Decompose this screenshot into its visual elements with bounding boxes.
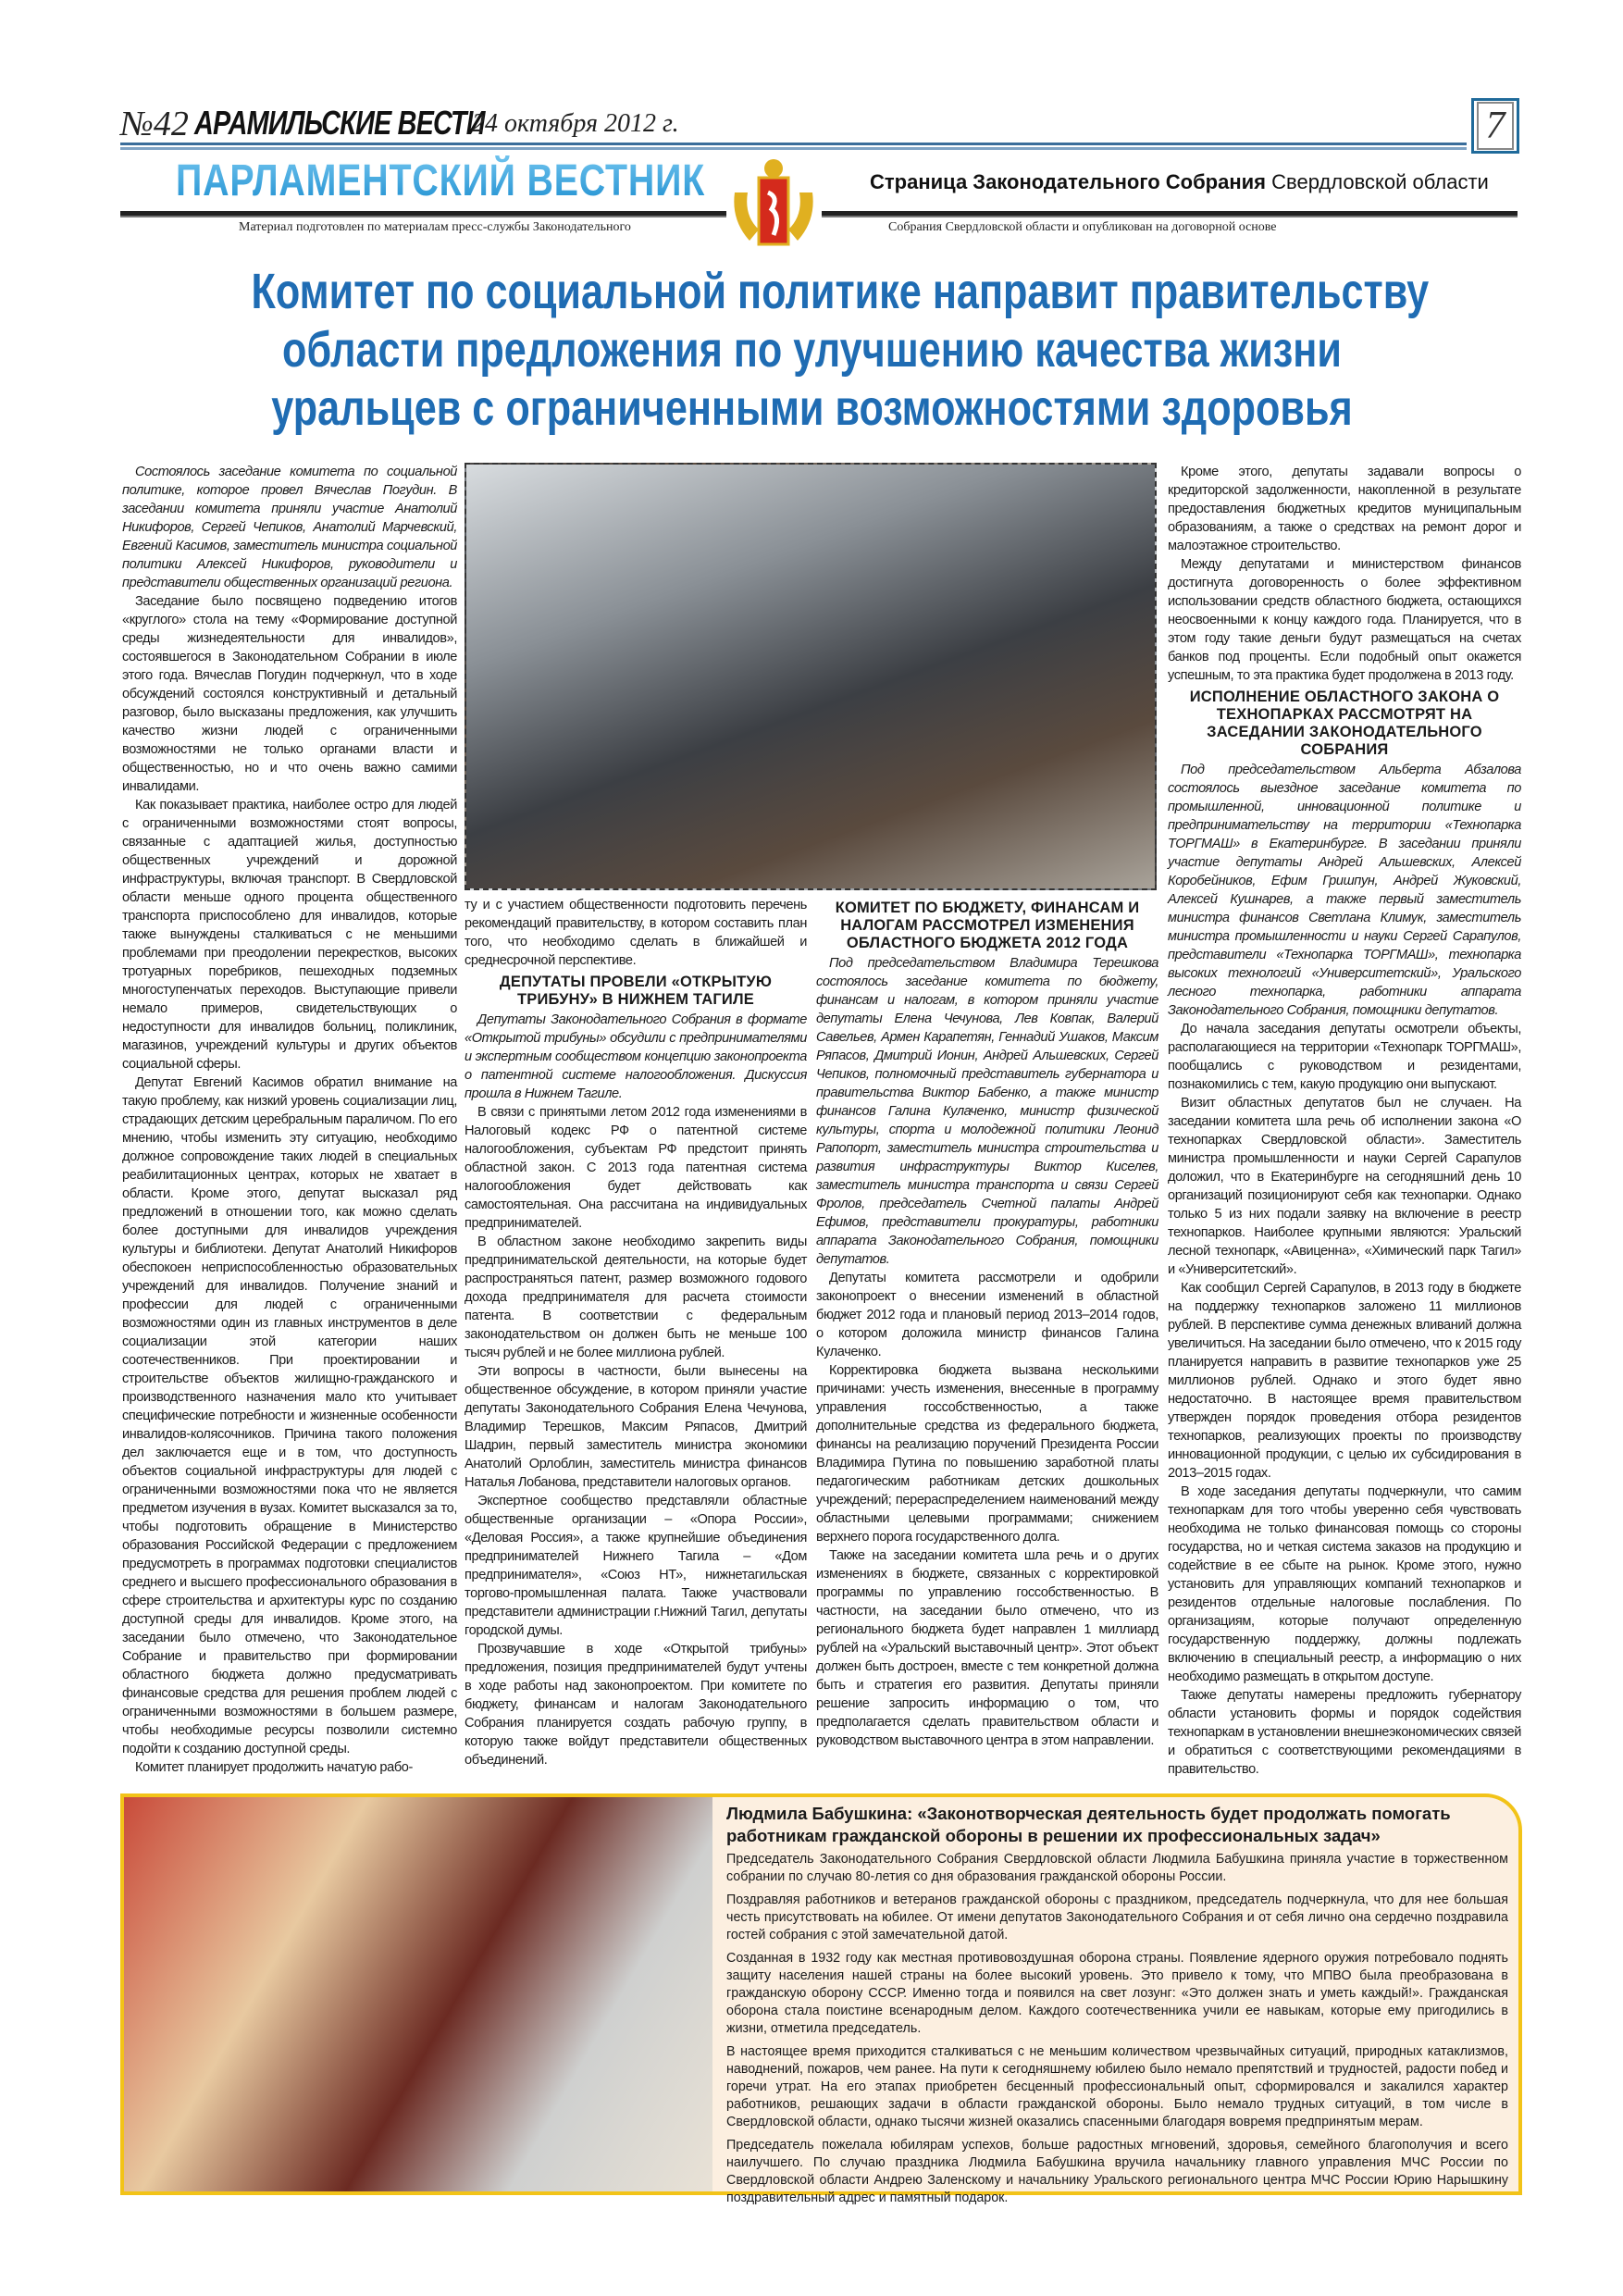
header-divider bbox=[120, 143, 1467, 150]
divider-right bbox=[822, 211, 1518, 217]
headline-line: уральцев с ограниченными возможностями здоровья bbox=[271, 380, 1353, 436]
main-headline bbox=[111, 263, 1513, 438]
article-lead: Состоялось заседание комитета по социальной политике, которое провел Вячеслав Погудин. В заседании комитета приняли участие Анатолий Никифоров, Сергей Чепиков, Анатолий Марчевский, Евгений Касимов, заместитель министра социальной политики Алексей Никифоров, руководители и представители общественных организаций региона. bbox=[122, 465, 457, 590]
tribune-lead: Депутаты Законодательного Собрания в формате «Открытой трибуны» обсудили с предпринимателями и экспертным сообществом концепцию законопроекта о патентной системе налогообложения. Дискуссия прошла в Нижнем Тагиле. bbox=[465, 1012, 807, 1101]
divider-left bbox=[120, 211, 726, 217]
tribune-paragraph: Прозвучавшие в ходе «Открытой трибуны» предложения, позиция предпринимателей будут учтены в ходе работы над законопроектом. При комитете по бюджету, финансам и налогам Законодательного Собрания планируется создать рабочую группу, в которую также войдут представители общественных объединений. bbox=[465, 1642, 807, 1768]
article-paragraph: Депутат Евгений Касимов обратил внимание на такую проблему, как низкий уровень социализации лиц, страдающих детским церебральным параличом. По его мнению, чтобы изменить эту ситуацию, необходимо должное сопровождение таких людей в специальных реабилитационных центрах, которых не хватает в области. Кроме этого, депутат высказал ряд предложений в отношении того, как можно сделать более доступными для инвалидов учреждения культуры и библиотеки. Депутат Анатолий Никифоров обеспокоен неприспособленностью образовательных учреждений для инвалидов. Получение знаний и профессии для людей с ограниченными возможностями один из главных инструментов в деле социализации этой категории наших соотечественников. При проектировании и строительстве объектов жилищно-гражданского и производственного назначения мало кто учитывает специфические потребности и жизненные особенности инвалидов-колясочников. Причина такого положения дел заключается еще и в том, что доступность объектов социальной инфраструктуры для людей с ограниченными возможностями пока что не является предметом изучения в вузах. Комитет высказался за то, чтобы подготовить обращение в Министерство образования Российской Федерации с предложением предусмотреть в программах подготовки специалистов среднего и высшего профессионального образования в сфере строительства и архитектуры курс по созданию доступной среды для инвалидов. Кроме этого, на заседании было отмечено, что Законодательное Собрание и правительство при формировании областного бюджета должно предусматривать финансовые средства для решения проблем людей с ограниченными возможностями в большем размере, чтобы необходимые ресурсы позволили системно подойти к созданию доступной среды. bbox=[122, 1075, 457, 1756]
page-number-box bbox=[1471, 98, 1519, 154]
babushkina-heading: Людмила Бабушкина: «Законотворческая деятельность будет продолжать помогать работникам гражданской обороны в решении их профессиональных задач» bbox=[726, 1804, 1451, 1845]
tribune-paragraph: В связи с принятыми летом 2012 года изменениями в Налоговый кодекс РФ о патентной системе налогообложения, субъектам РФ предстоит принять областной закон. С 2013 года патентная система налогообложения будет действовать как самостоятельная. Она рассчитана на индивидуальных предпринимателей. bbox=[465, 1105, 807, 1231]
babushkina-paragraph: Председатель Законодательного Собрания Свердловской области Людмила Бабушкина приняла участие в торжественном собрании по случаю 80-летия со дня образования гражданской обороны России. bbox=[726, 1852, 1508, 1884]
tribune-paragraph: В областном законе необходимо закрепить виды предпринимательской деятельности, на которые будет распространяться патент, размер возможного годового дохода предпринимателя для расчета стоимости патента. В соответствии с федеральным законодательством он должен быть не меньше 100 тысяч рублей и не более миллиона рублей. bbox=[465, 1235, 807, 1360]
budget-paragraph: Корректировка бюджета вызвана несколькими причинами: учесть изменения, внесенные в программу управления госсобственностью, а также дополнительные средства из федерального бюджета, финансы на реализацию поручений Президента России Владимира Путина по повышению заработной платы педагогическим работникам детских дошкольных учреждений; перераспределением наименований между областными целевыми программами; снижением верхнего порога государственного долга. bbox=[816, 1363, 1158, 1545]
headline-line: Комитет по социальной политике направит правительству bbox=[251, 264, 1430, 319]
budget-paragraph: Также на заседании комитета шла речь и о других изменениях в бюджете, связанных с корректировкой программы по управлению госсобственностью. В частности, на заседании было отмечено, что из регионального бюджета будет направлен 1 миллиард рублей на «Уральский выставочный центр». Этот объект должен быть достроен, вместе с тем конкретной должна быть и стратегия его развития. Депутаты приняли решение запросить информацию о том, что предполагается сделать правительством области и руководством выставочного центра в этом направлении. bbox=[816, 1548, 1158, 1748]
budget-paragraph: Между депутатами и министерством финансов достигнута договоренность о более эффективном использовании средств областного бюджета, остающихся неосвоенными к концу каждого года. Планируется, что в этом году такие деньги будут размещаться на счетах банков под проценты. Если подобный опыт окажется успешным, то эта практика будет продолжена в 2013 году. bbox=[1168, 557, 1521, 683]
babushkina-paragraph: Председатель пожелала юбилярам успехов, больше радостных мгновений, здоровья, семейного благополучия и всего наилучшего. По случаю праздника Людмила Бабушкина вручила начальнику главного управления МЧС России по Свердловской области Андрею Заленскому и начальнику Уральского регионального центра МЧС России Юрию Нарышкину поздравительный адрес и памятный подарок. bbox=[726, 2138, 1508, 2205]
technopark-visit-photo bbox=[465, 463, 1157, 890]
section-subtitle-bold: Страница Законодательного Собрания bbox=[870, 170, 1267, 193]
article-paragraph: Заседание было посвящено подведению итогов «круглого» стола на тему «Формирование доступной среды жизнедеятельности для инвалидов», состоявшегося в Законодательном Собрании в июле этого года. Вячеслав Погудин подчеркнул, что в ходе обсуждений состоялся конструктивный и детальный разговор, было высказаны предложения, как улучшить качество жизни людей с ограниченными возможностями не только органами власти и общественностью, но и что очень важно самими инвалидами. bbox=[122, 594, 457, 794]
technoparks-lead: Под председательством Альберта Абзалова состоялось выездное заседание комитета по промышленной, инновационной политике и предпринимательству на территории «Технопарка ТОРГМАШ» в Екатеринбурге. В заседании приняли участие депутаты Андрей Альшевских, Алексей Коробейников, Ефим Гришпун, Андрей Жуковский, Алексей Кушнарев, а также первый заместитель министра финансов Светлана Климук, заместитель министра промышленности и науки Сергей Сарапулов, представители «Технопарка ТОРГМАШ», технопарка высоких технологий «Университетский», Уральского лесного технопарка, работники аппарата Законодательного Собрания, помощники депутатов. bbox=[1168, 763, 1521, 1018]
coat-of-arms-icon bbox=[731, 155, 816, 248]
budget-paragraph: Кроме этого, депутаты задавали вопросы о кредиторской задолженности, накопленной в результате предоставления бюджетных кредитов муниципальным образованиям, а также о средствах на ремонт дорог и малоэтажное строительство. bbox=[1168, 465, 1521, 553]
technoparks-paragraph: Как сообщил Сергей Сарапулов, в 2013 году в бюджете на поддержку технопарков заложено 11 миллионов рублей. В перспективе сумма денежных вливаний должна увеличиться. На заседании было отмечено, что к 2015 году планируется направить в развитие технопарков уже 25 миллионов рублей. Однако и этого будет явно недостаточно. В настоящее время правительством утвержден порядок проведения отбора резидентов технопарков, реализующих проекты по производству инновационной продукции, с целью их субсидирования в 2013–2015 годах. bbox=[1168, 1281, 1521, 1481]
main-article-column bbox=[122, 463, 457, 1777]
award-ceremony-photo bbox=[124, 1797, 712, 2191]
technoparks-paragraph: В ходе заседания депутаты подчеркнули, что самим технопаркам для того чтобы уверенно себя чувствовать необходима не только финансовая помощь со стороны государства, но и четкая система заказов на продукцию и содействие в ее сбыте на рынок. Кроме этого, нужно установить для управляющих компаний технопарков и резидентов отдельные налоговые послабления. По организациям, которые получают определенную государственную поддержку, должны подлежать включению в специальный реестр, а информацию о них необходимо размещать в открытом доступе. bbox=[1168, 1484, 1521, 1684]
section-title: ПАРЛАМЕНТСКИЙ ВЕСТНИК bbox=[176, 156, 706, 205]
budget-paragraph: Депутаты комитета рассмотрели и одобрили законопроект о внесении изменений в областной бюджет 2012 года и плановый период 2013–2014 годов, о котором доложила министр финансов Галина Кулаченко. bbox=[816, 1271, 1158, 1359]
babushkina-paragraph: В настоящее время приходится сталкиваться с не меньшим количеством чрезвычайных ситуаций, природных катаклизмов, наводнений, пожаров, чем ранее. На пути к сегодняшнему юбилею было немало препятствий и трудностей, радости побед и горечи утрат. На его этапах приобретен бесценный профессиональный опыт, сформировался и закалился характер работников, решающих задачи в области гражданской обороны. Было немало трудных ситуаций, в том числе в Свердловской области, однако тысячи жизней оказались спасенными благодаря вовремя предпринятым мерам. bbox=[726, 2044, 1508, 2129]
source-note-right: Собрания Свердловской области и опубликован на договорной основе bbox=[888, 220, 1277, 234]
source-note-left: Материал подготовлен по материалам пресс-службы Законодательного bbox=[239, 220, 631, 234]
technoparks-column bbox=[1168, 463, 1521, 1779]
section-subtitle bbox=[870, 170, 1489, 194]
tribune-paragraph: Экспертное сообщество представляли областные общественные организации – «Опора России», «Деловая Россия», а также крупнейшие объединения предпринимателей Нижнего Тагила – «Дом предпринимателя», «Союз НТ», нижнетагильская торгово-промышленная палата. Также участвовали представители администрации г.Нижний Тагил, депутаты городской думы. bbox=[465, 1494, 807, 1638]
technoparks-heading: ИСПОЛНЕНИЕ ОБЛАСТНОГО ЗАКОНА О ТЕХНОПАРКАХ РАССМОТРЯТ НА ЗАСЕДАНИИ ЗАКОНОДАТЕЛЬНОГО СОБРАНИЯ bbox=[1189, 689, 1500, 758]
technoparks-paragraph: Также депутаты намерены предложить губернатору области установить формы и порядок содействия технопаркам в установлении внешнеэкономических связей и обратиться с соответствующими рекомендациями в правительство. bbox=[1168, 1688, 1521, 1777]
technoparks-paragraph: До начала заседания депутаты осмотрели объекты, располагающиеся на территории «Технопарк ТОРГМАШ», пообщались с руководством и резидентами, познакомились с тем, какую продукцию они выпускают. bbox=[1168, 1022, 1521, 1092]
page-number: 7 bbox=[1477, 102, 1514, 150]
newspaper-name: АРАМИЛЬСКИЕ ВЕСТИ bbox=[194, 104, 485, 142]
tribune-heading: ДЕПУТАТЫ ПРОВЕЛИ «ОТКРЫТУЮ ТРИБУНУ» В НИЖНЕМ ТАГИЛЕ bbox=[499, 974, 773, 1008]
article-paragraph: Комитет планирует продолжить начатую рабо- bbox=[135, 1760, 413, 1775]
section-subtitle-rest: Свердловской области bbox=[1271, 170, 1489, 193]
article-paragraph: Как показывает практика, наиболее остро для людей с ограниченными возможностями стоят вопросы, связанные с адаптацией жилья, доступностью общественных учреждений и дорожной инфраструктуры, включая транспорт. В Свердловской области меньше одного процента общественного транспорта приспособлено для инвалидов, которые также вынуждены сталкиваться с не меньшими проблемами при преодолении перекрестков, высоких тротуарных поребриков, пешеходных подземных многоступенчатых переходов. Выступающие привели немало примеров, свидетельствующих о недоступности для инвалидов больниц, поликлиник, магазинов, учреждений культуры и других объектов социальной сферы. bbox=[122, 798, 457, 1072]
budget-lead: Под председательством Владимира Терешкова состоялось заседание комитета по бюджету, финансам и налогам, в котором приняли участие депутаты Елена Чечунова, Лев Ковпак, Валерий Савельев, Армен Карапетян, Геннадий Ушаков, Максим Ряпасов, Дмитрий Ионин, Андрей Альшевских, Сергей Чепиков, полномочный представитель губернатора и правительства Виктор Бабенко, а также министр финансов Галина Кулаченко, министр физической культуры, спорта и молодежной политики Леонид Рапопорт, заместитель министра строительства и развития инфраструктуры Виктор Киселев, заместитель министра транспорта и связи Сергей Фролов, председатель Счетной палаты Андрей Ефимов, представители прокуратуры, работники аппарата Законодательного Собрания, помощники депутатов. bbox=[816, 956, 1158, 1267]
budget-column bbox=[816, 896, 1158, 1750]
babushkina-paragraph: Поздравляя работников и ветеранов гражданской обороны с праздником, председатель подчеркнула, что для нее большая честь присутствовать на юбилее. От имени депутатов Законодательного Собрания и от себя лично она сердечно поздравила гостей собрания с этой замечательной датой. bbox=[726, 1893, 1508, 1942]
headline-line: области предложения по улучшению качества жизни bbox=[282, 322, 1342, 378]
tribune-column bbox=[465, 896, 807, 1769]
babushkina-article bbox=[726, 1803, 1508, 2213]
article-continuation: ту и с участием общественности подготовить перечень рекомендаций правительству, в котором составить план того, что необходимо сделать в ближайшей и среднесрочной перспективе. bbox=[465, 898, 807, 968]
budget-heading: КОМИТЕТ ПО БЮДЖЕТУ, ФИНАНСАМ И НАЛОГАМ РАССМОТРЕЛ ИЗМЕНЕНИЯ ОБЛАСТНОГО БЮДЖЕТА 2012 ГОДА bbox=[835, 900, 1140, 951]
issue-date: 24 октября 2012 г. bbox=[472, 109, 679, 138]
issue-number: №42 bbox=[120, 105, 189, 143]
babushkina-paragraph: Созданная в 1932 году как местная противовоздушная оборона страны. Появление ядерного оружия потребовало поднять защиту населения нашей страны на более высокий уровень. Это привело к тому, что МПВО была преобразована в гражданскую оборону СССР. Именно тогда и появился на свет лозунг: «Это должен знать и уметь каждый!». Гражданская оборона стала поистине всенародным делом. Каждого соотечественника учили ее навыкам, которые ему пригодились в жизни, отметила председатель. bbox=[726, 1951, 1508, 2036]
technoparks-paragraph: Визит областных депутатов был не случаен. На заседании комитета шла речь об исполнении закона «О технопарках Свердловской области». Заместитель министра промышленности и науки Сергей Сарапулов доложил, что в Екатеринбурге на сегодняшний день 10 организаций позиционируют себя как технопарки. Однако только 5 из них подали заявку на включение в реестр технопарков. Наиболее крупными являются: Уральский лесной технопарк, «Авиценна», «Химический парк Тагил» и «Университетский». bbox=[1168, 1096, 1521, 1277]
tribune-paragraph: Эти вопросы в частности, были вынесены на общественное обсуждение, в котором приняли участие депутаты Законодательного Собрания Елена Чечунова, Владимир Терешков, Максим Ряпасов, Дмитрий Шадрин, первый заместитель министра экономики Анатолий Орлоблин, заместитель министра финансов Наталья Лобанова, представители налоговых органов. bbox=[465, 1364, 807, 1490]
